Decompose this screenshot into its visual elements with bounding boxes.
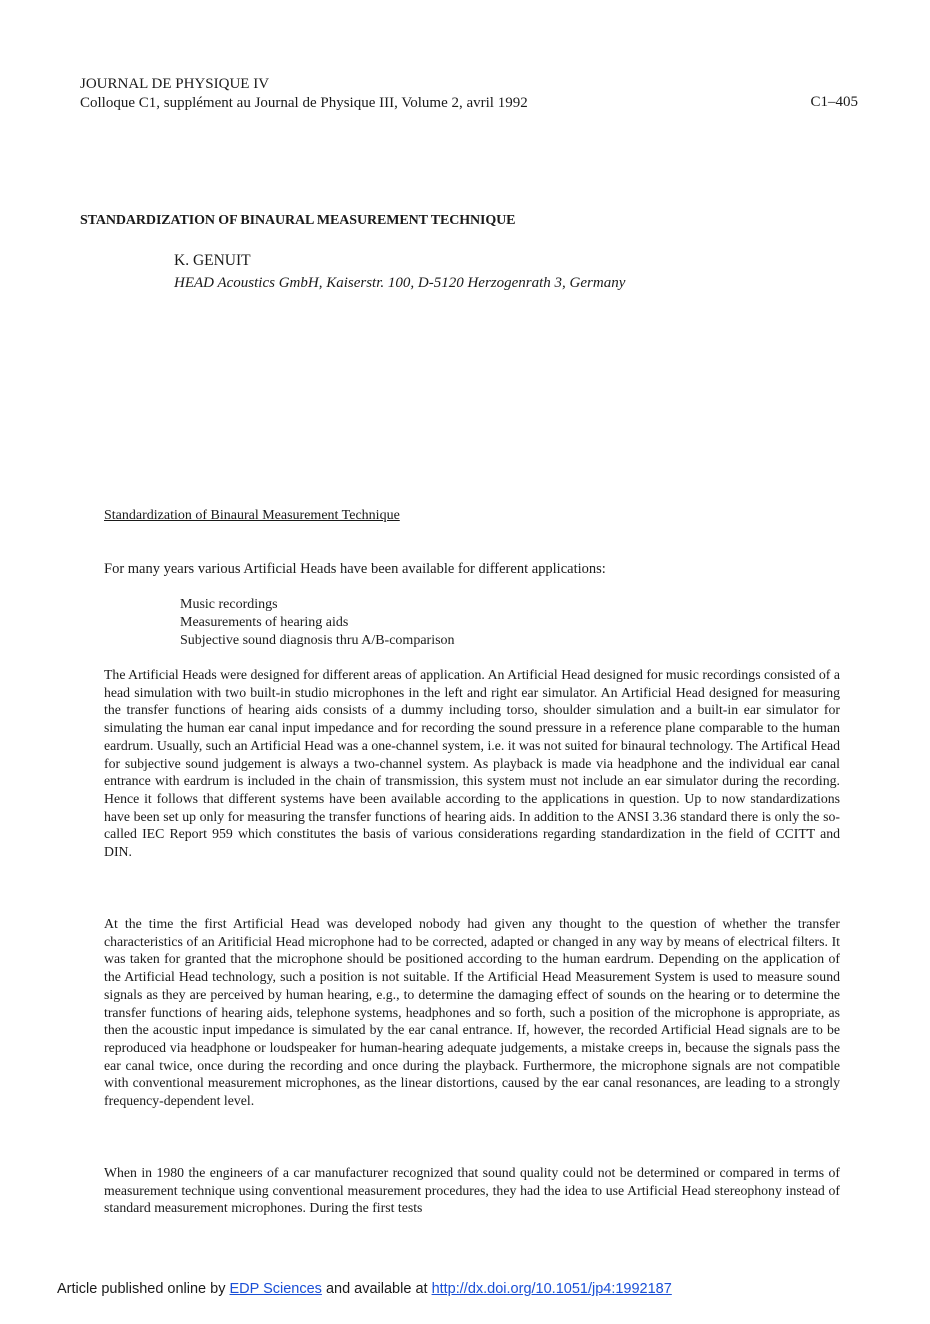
body-paragraph-1: The Artificial Heads were designed for different areas of application. An Artificial Head designed for music recordings consisted of a head simulation with two built-in studio microphones in the left and right ear simulator. An Artificial Head designed for measuring the transfer functions of hearing aids consists of a dummy including torso, shoulder simulation and a built-in ear simulator for simulating the human ear canal input impedance and for recording the sound pressure in a reference plane comparable to the human eardrum. Usually, such an Artificial Head was a one-channel system, i.e. it was not suited for binaural technology. The Artifical Head for subjective sound judgement is always a two-channel system. As playback is made via headphone and the individual ear canal entrance with eardrum is included in the chain of transmission, this system must not include an ear simulator during the recording. Hence it follows that different systems have been available according to the applications in question. Up to now standardizations have been set up only for measuring the transfer functions of hearing aids. In addition to the ANSI 3.36 standard there is only the so-called IEC Report 959 which constitutes the basis of various considerations regarding standardization in the field of CCITT and DIN. <box>104 667 840 860</box>
article-title: STANDARDIZATION OF BINAURAL MEASUREMENT TECHNIQUE <box>80 213 516 228</box>
author-affiliation: HEAD Acoustics GmbH, Kaiserstr. 100, D-5120 Herzogenrath 3, Germany <box>174 275 626 291</box>
journal-name: JOURNAL DE PHYSIQUE IV <box>80 76 270 92</box>
body-paragraph-2: At the time the first Artificial Head was developed nobody had given any thought to the question of whether the transfer characteristics of an Aritificial Head microphone had to be corrected, adapted or changed in any way by means of electrical filters. It was taken for granted that the microphone should be positioned according to the human eardrum. Depending on the application of the Artificial Head technology, such a position is not suitable. If the Artificial Head Measurement System is used to measure sound signals as they are perceived by human hearing, e.g., to determine the damaging effect of sounds on the hearing or to determine the transfer functions of hearing aids, telephone systems, headphones and so forth, such a position of the microphone is appropriate, as then the acoustic input impedance is simulated by the ear canal entrance. If, however, the recorded Artificial Head signals are to be reproduced via headphone or loudspeaker for human-hearing adequate judgements, a mistake creeps in, because the signals pass the ear canal twice, once during the recording and once during the playback. Furthermore, the microphone signals are not compatible with conventional measurement microphones, as the linear distortions, caused by the ear canal resonances, are leading to a strongly frequency-dependent level. <box>104 916 840 1109</box>
list-item: Music recordings <box>180 597 278 612</box>
publisher-link[interactable]: EDP Sciences <box>229 1281 322 1297</box>
footer-middle: and available at <box>325 1281 428 1297</box>
list-item: Measurements of hearing aids <box>180 615 349 630</box>
section-heading: Standardization of Binaural Measurement Technique <box>104 508 400 523</box>
application-list <box>180 596 455 650</box>
list-item: Subjective sound diagnosis thru A/B-comparison <box>180 633 455 648</box>
body-paragraph-3: When in 1980 the engineers of a car manufacturer recognized that sound quality could not be determined or compared in terms of measurement technique using conventional measurement procedures, they had the idea to use Artificial Head stereophony instead of standard measurement microphones. During the first tests <box>104 1165 840 1216</box>
publication-footer <box>57 1281 672 1297</box>
page-number: C1–405 <box>810 94 858 110</box>
journal-issue: Colloque C1, supplément au Journal de Physique III, Volume 2, avril 1992 <box>80 95 528 111</box>
intro-sentence: For many years various Artificial Heads have been available for different applications: <box>104 561 606 577</box>
footer-prefix: Article published online by <box>57 1281 226 1297</box>
journal-header <box>80 75 528 113</box>
author-name: K. GENUIT <box>174 252 251 269</box>
doi-link[interactable]: http://dx.doi.org/10.1051/jp4:1992187 <box>431 1281 672 1297</box>
